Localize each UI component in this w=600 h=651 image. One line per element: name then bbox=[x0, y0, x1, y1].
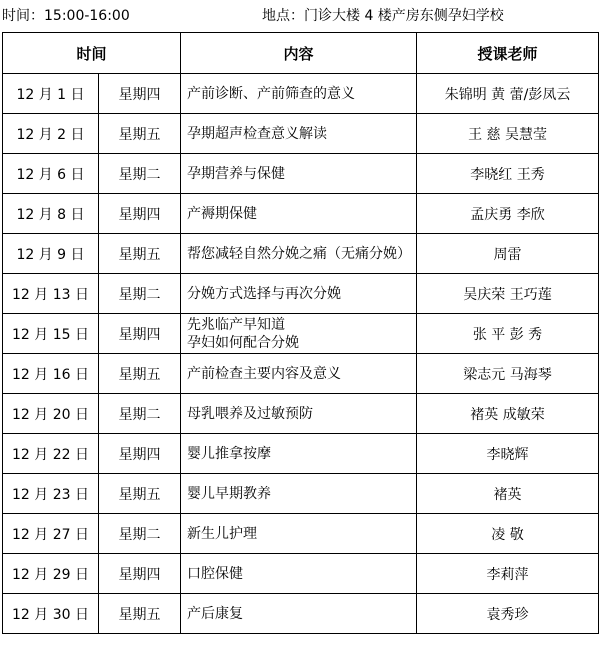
date-cell: 12 月 20 日 bbox=[3, 394, 99, 434]
content-line: 先兆临产早知道 bbox=[187, 316, 286, 333]
content-line: 产前诊断、产前筛查的意义 bbox=[187, 85, 356, 102]
content-line: 婴儿早期教养 bbox=[187, 485, 272, 502]
date-cell: 12 月 1 日 bbox=[3, 74, 99, 114]
content-cell bbox=[181, 194, 417, 234]
table-row bbox=[3, 314, 599, 354]
teacher-cell: 周雷 bbox=[417, 234, 599, 274]
table-row bbox=[3, 114, 599, 154]
date-cell: 12 月 15 日 bbox=[3, 314, 99, 354]
teacher-cell: 李莉萍 bbox=[417, 554, 599, 594]
table-row bbox=[3, 594, 599, 634]
teacher-cell: 梁志元 马海琴 bbox=[417, 354, 599, 394]
weekday-cell: 星期五 bbox=[99, 354, 181, 394]
table-row bbox=[3, 394, 599, 434]
content-cell bbox=[181, 354, 417, 394]
weekday-cell: 星期四 bbox=[99, 74, 181, 114]
teacher-cell: 凌 敬 bbox=[417, 514, 599, 554]
content-cell bbox=[181, 594, 417, 634]
weekday-cell: 星期五 bbox=[99, 114, 181, 154]
table-row bbox=[3, 554, 599, 594]
content-cell bbox=[181, 74, 417, 114]
table-row bbox=[3, 154, 599, 194]
weekday-cell: 星期四 bbox=[99, 314, 181, 354]
date-cell: 12 月 13 日 bbox=[3, 274, 99, 314]
schedule-table bbox=[2, 32, 599, 634]
date-cell: 12 月 8 日 bbox=[3, 194, 99, 234]
content-column-header: 内容 bbox=[181, 33, 417, 74]
time-column-header: 时间 bbox=[3, 33, 181, 74]
content-cell bbox=[181, 154, 417, 194]
content-line: 新生儿护理 bbox=[187, 525, 258, 542]
schedule-body bbox=[3, 74, 599, 634]
teacher-column-header: 授课老师 bbox=[417, 33, 599, 74]
content-cell bbox=[181, 114, 417, 154]
table-row bbox=[3, 354, 599, 394]
date-cell: 12 月 27 日 bbox=[3, 514, 99, 554]
content-line: 孕期超声检查意义解读 bbox=[187, 125, 328, 142]
weekday-cell: 星期五 bbox=[99, 594, 181, 634]
teacher-cell: 吴庆荣 王巧莲 bbox=[417, 274, 599, 314]
content-line: 母乳喂养及过敏预防 bbox=[187, 405, 314, 422]
content-line: 分娩方式选择与再次分娩 bbox=[187, 285, 342, 302]
date-cell: 12 月 30 日 bbox=[3, 594, 99, 634]
weekday-cell: 星期五 bbox=[99, 234, 181, 274]
weekday-cell: 星期二 bbox=[99, 274, 181, 314]
table-row bbox=[3, 514, 599, 554]
table-header-row bbox=[3, 33, 599, 74]
weekday-cell: 星期五 bbox=[99, 474, 181, 514]
content-line: 产前检查主要内容及意义 bbox=[187, 365, 342, 382]
content-line: 产后康复 bbox=[187, 605, 244, 622]
date-cell: 12 月 2 日 bbox=[3, 114, 99, 154]
date-cell: 12 月 29 日 bbox=[3, 554, 99, 594]
weekday-cell: 星期二 bbox=[99, 394, 181, 434]
weekday-cell: 星期四 bbox=[99, 434, 181, 474]
time-info: 时间：15:00-16:00 bbox=[2, 8, 130, 24]
content-line: 口腔保健 bbox=[187, 565, 244, 582]
content-cell bbox=[181, 514, 417, 554]
table-row bbox=[3, 194, 599, 234]
date-cell: 12 月 6 日 bbox=[3, 154, 99, 194]
content-line: 帮您减轻自然分娩之痛（无痛分娩） bbox=[187, 245, 412, 262]
teacher-cell: 李晓红 王秀 bbox=[417, 154, 599, 194]
table-row bbox=[3, 474, 599, 514]
teacher-cell: 张 平 彭 秀 bbox=[417, 314, 599, 354]
date-cell: 12 月 9 日 bbox=[3, 234, 99, 274]
weekday-cell: 星期四 bbox=[99, 554, 181, 594]
date-cell: 12 月 22 日 bbox=[3, 434, 99, 474]
content-cell bbox=[181, 394, 417, 434]
content-cell bbox=[181, 274, 417, 314]
teacher-cell: 褚英 成敏荣 bbox=[417, 394, 599, 434]
weekday-cell: 星期二 bbox=[99, 514, 181, 554]
date-cell: 12 月 16 日 bbox=[3, 354, 99, 394]
teacher-cell: 朱锦明 黄 蕾/彭凤云 bbox=[417, 74, 599, 114]
teacher-cell: 孟庆勇 李欣 bbox=[417, 194, 599, 234]
content-cell bbox=[181, 554, 417, 594]
content-line: 孕期营养与保健 bbox=[187, 165, 286, 182]
teacher-cell: 李晓辉 bbox=[417, 434, 599, 474]
teacher-cell: 王 慈 吴慧莹 bbox=[417, 114, 599, 154]
table-row bbox=[3, 74, 599, 114]
weekday-cell: 星期二 bbox=[99, 154, 181, 194]
teacher-cell: 袁秀珍 bbox=[417, 594, 599, 634]
content-cell bbox=[181, 434, 417, 474]
table-row bbox=[3, 274, 599, 314]
content-line: 婴儿推拿按摩 bbox=[187, 445, 272, 462]
teacher-cell: 褚英 bbox=[417, 474, 599, 514]
weekday-cell: 星期四 bbox=[99, 194, 181, 234]
content-cell bbox=[181, 474, 417, 514]
table-row bbox=[3, 234, 599, 274]
date-cell: 12 月 23 日 bbox=[3, 474, 99, 514]
content-line: 孕妇如何配合分娩 bbox=[187, 334, 300, 351]
content-line: 产褥期保健 bbox=[187, 205, 258, 222]
table-row bbox=[3, 434, 599, 474]
content-cell bbox=[181, 314, 417, 354]
header-info bbox=[0, 0, 600, 28]
content-cell bbox=[181, 234, 417, 274]
location-info: 地点：门诊大楼 4 楼产房东侧孕妇学校 bbox=[262, 8, 504, 24]
